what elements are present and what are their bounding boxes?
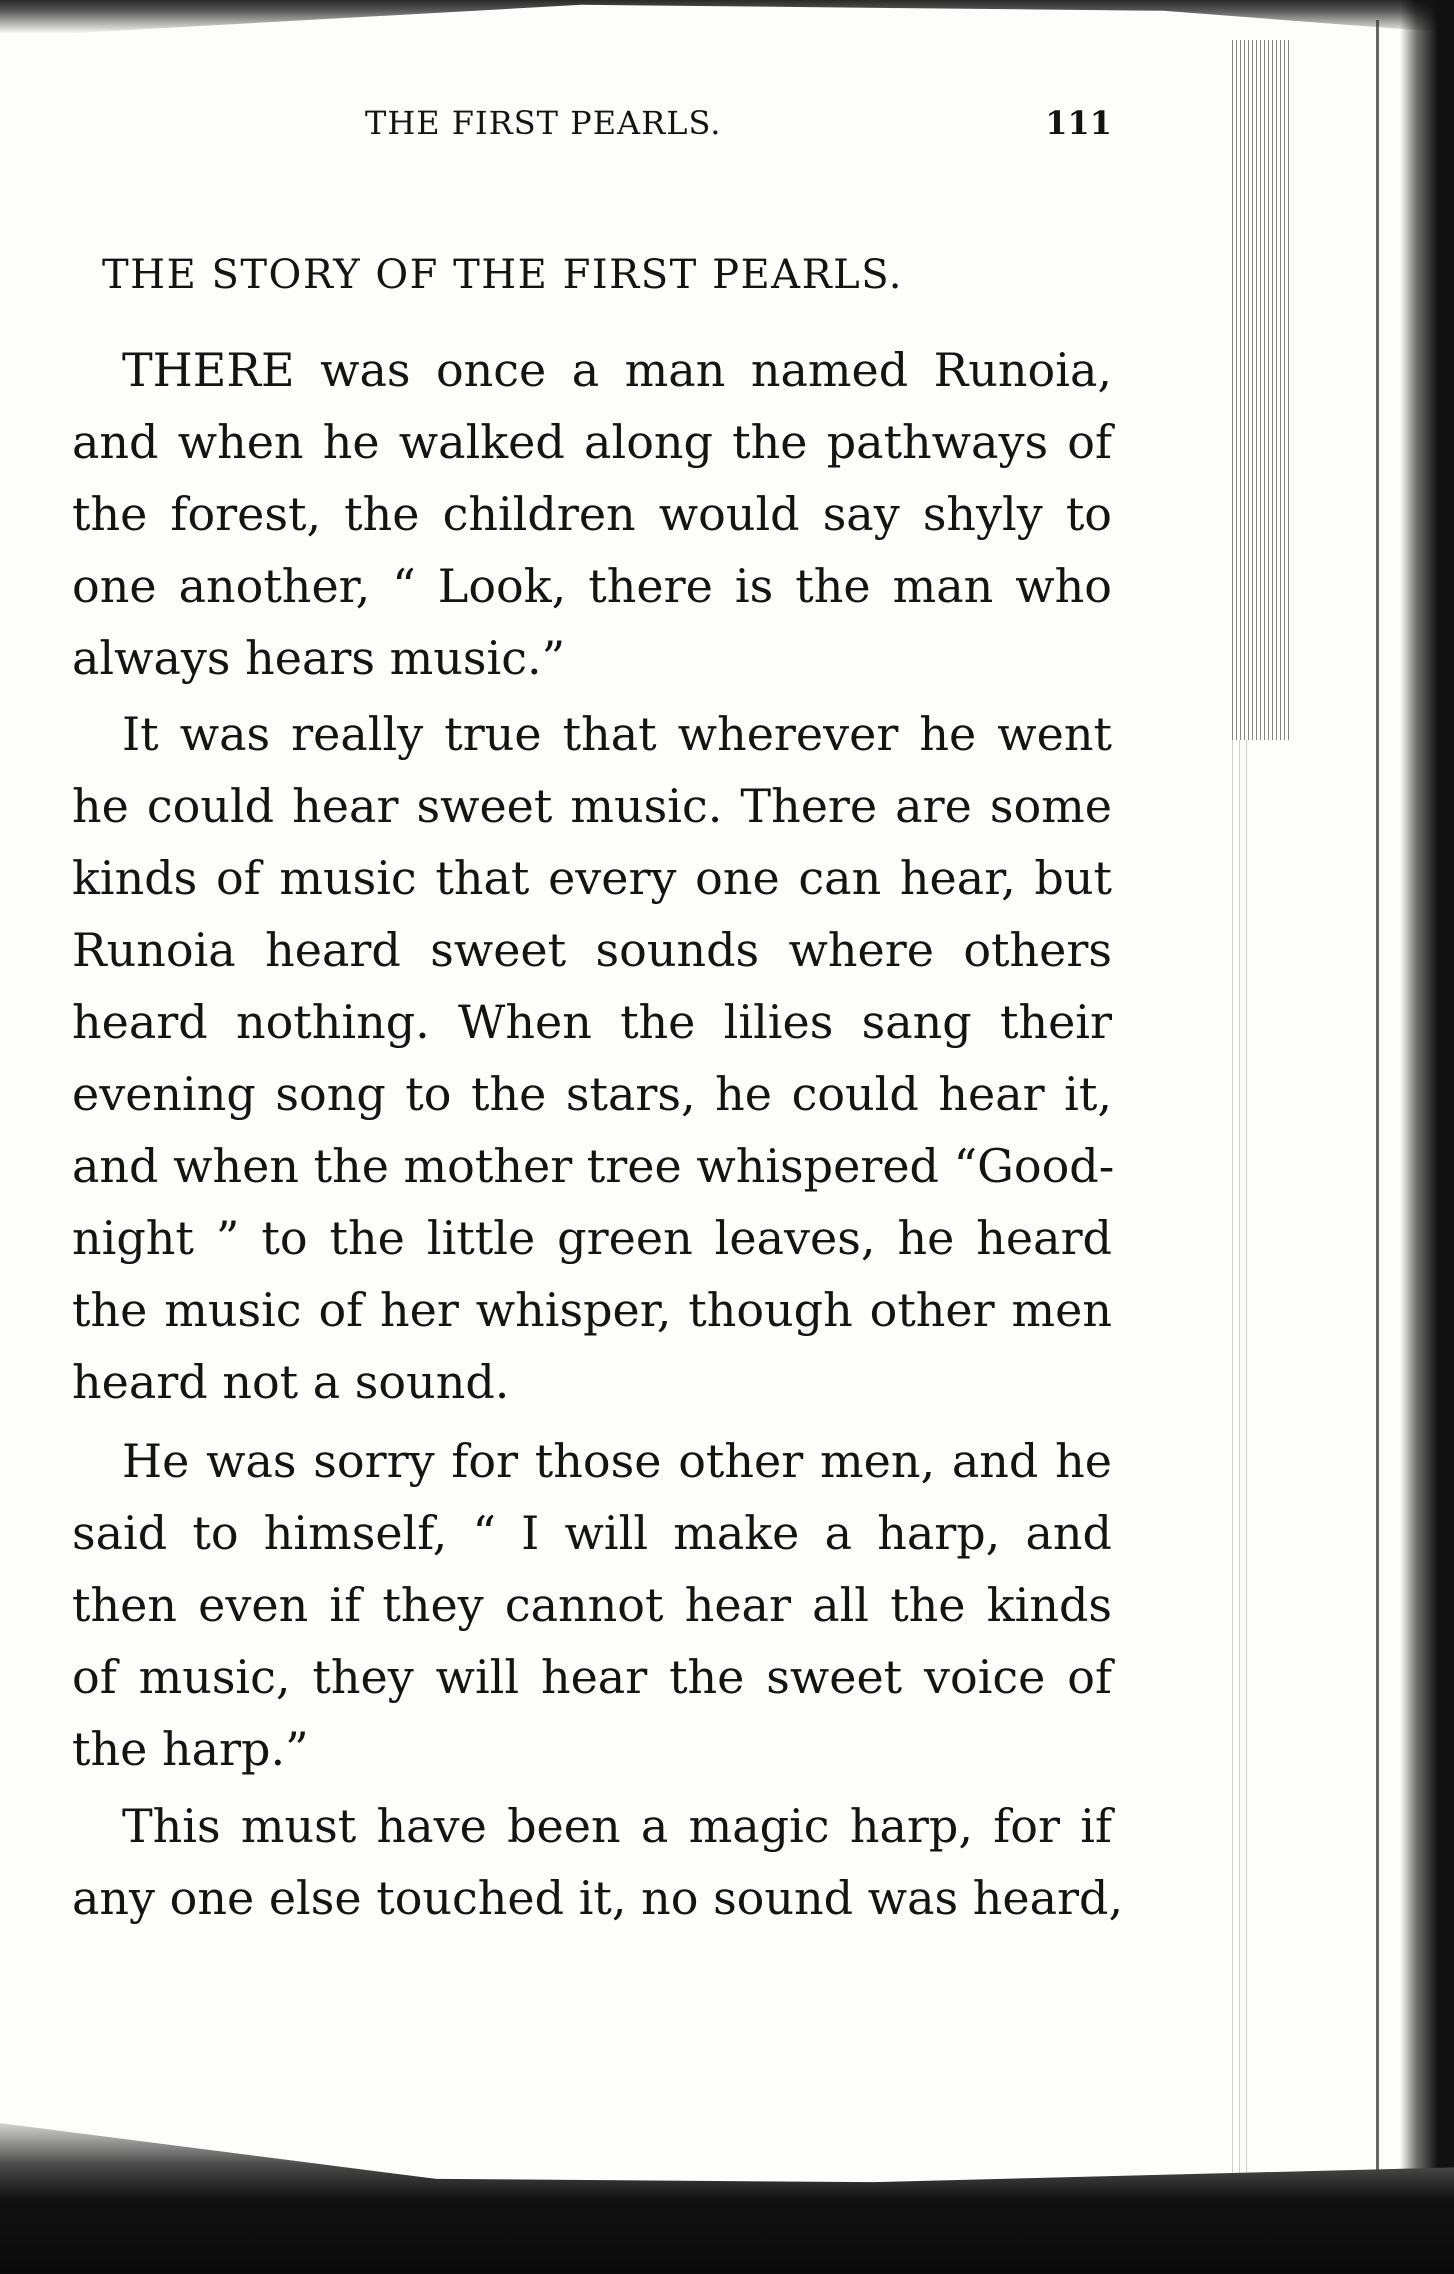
scan-shadow-right xyxy=(1400,0,1454,2274)
text-line: Runoia heard sweet sounds where others xyxy=(72,923,1112,977)
text-line: THERE was once a man named Runoia, xyxy=(122,343,1112,397)
paragraph-3 xyxy=(72,1425,1112,1785)
text-line: heard nothing. When the lilies sang their xyxy=(72,995,1112,1049)
text-line: It was really true that wherever he went xyxy=(122,707,1112,761)
paragraph-1 xyxy=(72,334,1112,694)
text-line: the harp.” xyxy=(72,1722,309,1776)
text-line: evening song to the stars, he could hear it, xyxy=(72,1067,1112,1121)
text-line: always hears music.” xyxy=(72,631,566,685)
scan-gutter-lines xyxy=(1232,40,1292,740)
page-header xyxy=(200,104,1112,154)
paragraph-2 xyxy=(72,698,1115,1418)
text-line: kinds of music that every one can hear, but xyxy=(72,851,1112,905)
text-line: and when the mother tree whispered “Good- xyxy=(72,1139,1115,1193)
text-line: This must have been a magic harp, for if xyxy=(122,1799,1112,1853)
text-line: he could hear sweet music. There are some xyxy=(72,779,1112,833)
running-head: THE FIRST PEARLS. xyxy=(365,104,722,142)
text-line: He was sorry for those other men, and he xyxy=(122,1434,1112,1488)
story-title: THE STORY OF THE FIRST PEARLS. xyxy=(102,252,903,298)
page-number: 111 xyxy=(1045,104,1112,142)
text-line: the music of her whisper, though other men xyxy=(72,1283,1112,1337)
text-line: one another, “ Look, there is the man who xyxy=(72,559,1112,613)
text-line: and when he walked along the pathways of xyxy=(72,415,1112,469)
text-line: any one else touched it, no sound was heard, xyxy=(72,1871,1124,1925)
text-line: said to himself, “ I will make a harp, and xyxy=(72,1506,1112,1560)
page-edge-line xyxy=(1376,20,1379,2260)
text-line: then even if they cannot hear all the kinds xyxy=(72,1578,1112,1632)
text-line: the forest, the children would say shyly to xyxy=(72,487,1112,541)
paragraph-4 xyxy=(72,1790,1124,1934)
text-line: of music, they will hear the sweet voice of xyxy=(72,1650,1112,1704)
text-line: heard not a sound. xyxy=(72,1355,510,1409)
text-line: night ” to the little green leaves, he heard xyxy=(72,1211,1112,1265)
scan-gutter-lines-lower xyxy=(1232,740,1252,2240)
